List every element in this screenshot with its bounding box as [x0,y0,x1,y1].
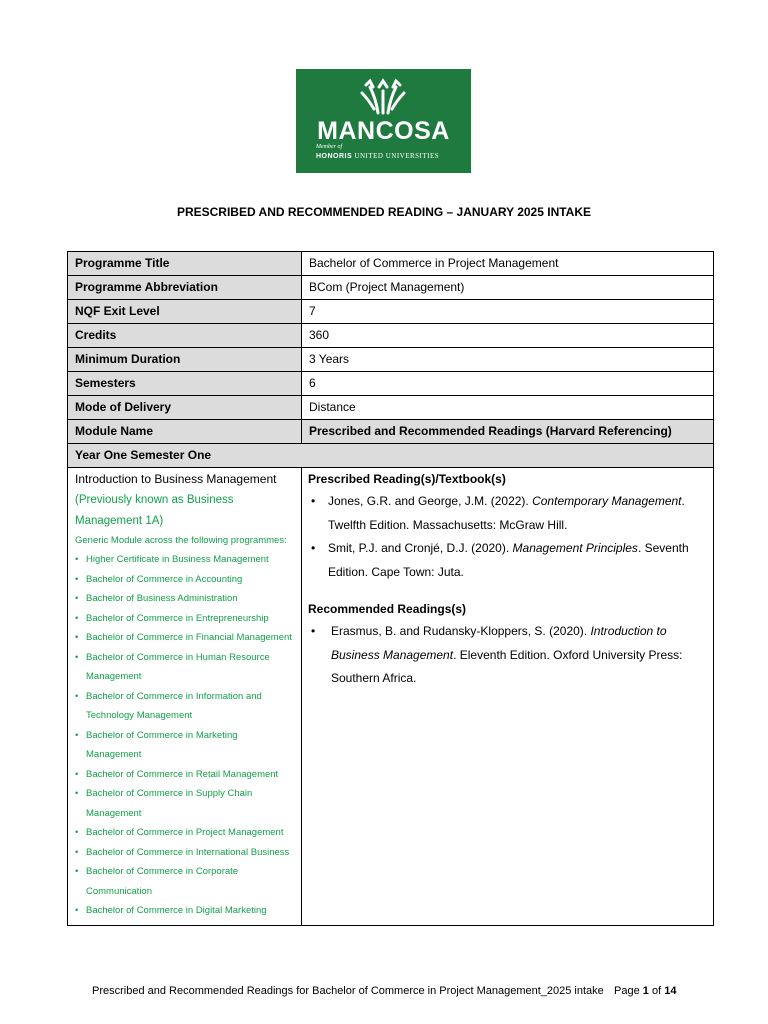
list-item: • Bachelor of Commerce in Digital Marketing [75,901,294,921]
table-row [68,252,714,276]
mancosa-logo [296,69,471,173]
module-name: Introduction to Business Management [75,472,277,486]
reference-title: Management Principles [512,541,638,555]
table-row [68,276,714,300]
generic-module-note: Generic Module across the following programmes: [75,535,287,546]
mode-of-delivery-value: Distance [302,396,714,420]
nqf-exit-level-label: NQF Exit Level [68,300,302,324]
readings-header: Prescribed and Recommended Readings (Harvard Referencing) [302,420,714,444]
semesters-value: 6 [302,372,714,396]
reference-authors: Erasmus, B. and Rudansky-Kloppers, S. (2020). [331,624,591,638]
reference-item [308,490,706,537]
minimum-duration-label: Minimum Duration [68,348,302,372]
list-item: • Bachelor of Business Administration [75,589,294,609]
list-item: • Higher Certificate in Business Management [75,550,294,570]
reference-details: . Eleventh Edition. Oxford University Press: Southern Africa. [331,647,683,685]
semesters-label: Semesters [68,372,302,396]
table-row [68,396,714,420]
prescribed-heading: Prescribed Reading(s)/Textbook(s) [308,472,506,486]
logo-honoris: HONORIS [316,153,353,160]
list-item: • Bachelor of Commerce in Information and Technology Management [75,687,294,726]
reference-details: . Twelfth Edition. Massachusetts: McGraw Hill. [328,494,685,532]
reference-authors: Jones, G.R. and George, J.M. (2022). [328,494,533,508]
list-item: • Bachelor of Commerce in Marketing Management [75,726,294,765]
readings-cell [302,468,714,926]
logo-honoris-line [316,152,439,160]
list-item: • Bachelor of Commerce in Corporate Communication [75,862,294,901]
list-item: • Bachelor of Commerce in Supply Chain Management [75,784,294,823]
list-item: • Bachelor of Commerce in Accounting [75,570,294,590]
recommended-heading: Recommended Readings(s) [308,602,467,616]
reference-authors: Smit, P.J. and Cronjé, D.J. (2020). [328,541,513,555]
table-row [68,300,714,324]
footer-text: Prescribed and Recommended Readings for Bachelor of Commerce in Project Management_2025 intake [92,985,604,997]
prescribed-list [308,490,706,584]
document-title: PRESCRIBED AND RECOMMENDED READING – JANUARY 2025 INTAKE [176,205,592,219]
reference-details: . Seventh Edition. Cape Town: Juta. [328,541,689,579]
logo-united: UNITED UNIVERSITIES [354,152,440,160]
list-item: • Bachelor of Commerce in Entrepreneurship [75,609,294,629]
programme-title-value: Bachelor of Commerce in Project Management [302,252,714,276]
page-of: of [651,985,662,997]
page-number [614,985,676,997]
reference-title: Introduction to Business Management [331,624,667,662]
logo-name: MANCOSA [317,117,450,145]
page-total: 14 [664,985,677,997]
module-row [68,468,714,926]
mode-of-delivery-label: Mode of Delivery [68,396,302,420]
reference-item [308,620,706,691]
logo-member-of: Member of [316,144,343,150]
page-current: 1 [642,985,649,997]
nqf-exit-level-value: 7 [302,300,714,324]
table-row [68,324,714,348]
list-item: • Bachelor of Commerce in Human Resource Management [75,648,294,687]
module-cell [68,468,302,926]
reference-item [308,537,706,584]
list-item: • Bachelor of Commerce in Project Management [75,823,294,843]
table-row [68,348,714,372]
list-item: • Bachelor of Commerce in International Business [75,843,294,863]
programme-abbreviation-label: Programme Abbreviation [68,276,302,300]
list-item: • Bachelor of Commerce in Retail Management [75,765,294,785]
programme-list [75,550,294,921]
programme-abbreviation-value: BCom (Project Management) [302,276,714,300]
table-row [68,420,714,444]
year-semester-header: Year One Semester One [68,444,714,468]
credits-label: Credits [68,324,302,348]
list-item: • Bachelor of Commerce in Financial Management [75,628,294,648]
table-row [68,444,714,468]
reference-title: Contemporary Management [532,494,682,508]
previously-known-note: (Previously known as Business Management 1A) [75,494,234,527]
programme-info-table [67,251,714,926]
table-row [68,372,714,396]
credits-value: 360 [302,324,714,348]
recommended-list [308,620,706,691]
programme-title-label: Programme Title [68,252,302,276]
minimum-duration-value: 3 Years [302,348,714,372]
page-label: Page [614,985,640,997]
module-name-header: Module Name [68,420,302,444]
